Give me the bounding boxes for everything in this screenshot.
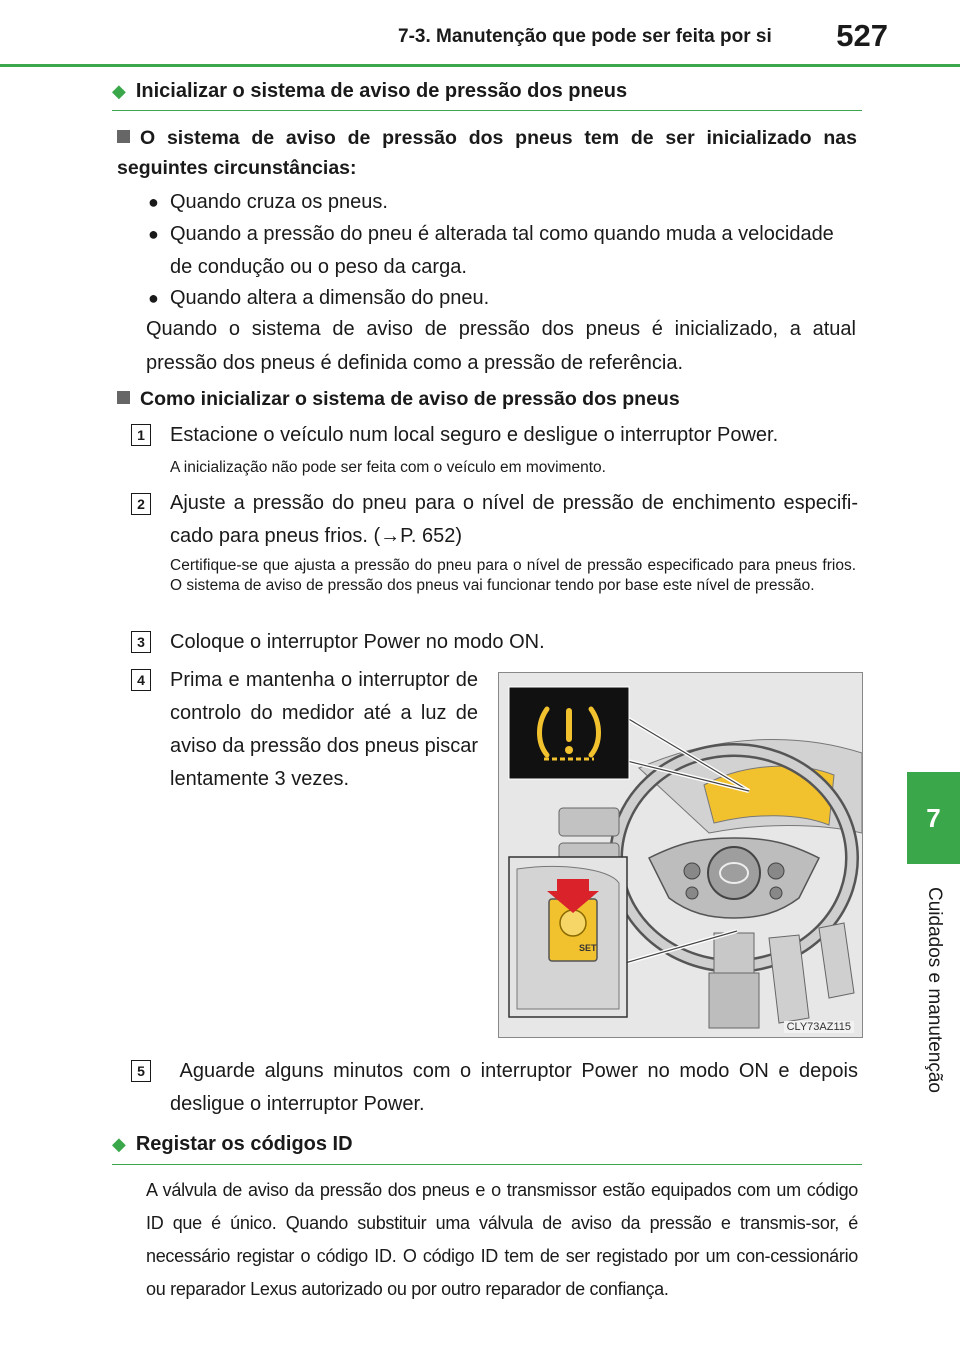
step-text: Estacione o veículo num local seguro e desligue o interruptor Power. xyxy=(170,424,779,446)
step-number: 1 xyxy=(131,424,151,446)
set-button-label: SET xyxy=(579,943,597,953)
subsection-heading-text: O sistema de aviso de pressão dos pneus tem de ser inicializado nas seguintes circunstâncias: xyxy=(117,127,857,179)
subsection-heading xyxy=(117,384,857,414)
subsection-heading xyxy=(117,123,857,183)
subsection-heading-text: Como inicializar o sistema de aviso de pressão dos pneus xyxy=(140,388,680,410)
section-heading xyxy=(112,1133,862,1156)
step-note: Certifique-se que ajusta a pressão do pneu para o nível de pressão especificado para pneus frios. O sistema de aviso de pressão dos pneus vai funcionar tendo por base este nível de pressão. xyxy=(170,557,856,594)
section-divider xyxy=(112,1164,862,1165)
bullet-icon: ● xyxy=(148,192,159,212)
page-number: 527 xyxy=(836,18,888,53)
step-text: Ajuste a pressão do pneu para o nível de pressão de enchimento especifi-cado para pneus frios. (→P. 652) xyxy=(170,492,858,547)
bullet-icon: ● xyxy=(148,224,159,244)
figure-code: CLY73AZ115 xyxy=(784,1021,854,1033)
step-text: Aguarde alguns minutos com o interruptor Power no modo ON e depois desligue o interruptor Power. xyxy=(170,1060,864,1115)
square-bullet-icon xyxy=(117,391,130,404)
step-number: 4 xyxy=(131,669,151,691)
header-divider xyxy=(0,64,960,67)
step-text: Coloque o interruptor Power no modo ON. xyxy=(170,631,545,653)
step-number: 3 xyxy=(131,631,151,653)
section-heading-text: Inicializar o sistema de aviso de pressão dos pneus xyxy=(135,80,628,102)
square-bullet-icon xyxy=(117,130,130,143)
header-section-title: 7-3. Manutenção que pode ser feita por si xyxy=(398,26,772,47)
bullet-item: Quando cruza os pneus. xyxy=(170,191,388,213)
bullet-item: Quando altera a dimensão do pneu. xyxy=(170,287,490,309)
instrument-panel-illustration xyxy=(498,672,863,1038)
bullet-icon: ● xyxy=(148,288,159,308)
step-note: A inicialização não pode ser feita com o veículo em movimento. xyxy=(170,459,606,476)
section-divider xyxy=(112,110,862,111)
chapter-side-label xyxy=(910,880,958,1100)
bullet-item: Quando a pressão do pneu é alterada tal como quando muda a velocidade de condução ou o peso da carga. xyxy=(170,223,834,278)
diamond-icon: ◆ xyxy=(112,1134,126,1154)
chapter-tab: 7 xyxy=(907,772,960,864)
paragraph: Quando o sistema de aviso de pressão dos pneus é inicializado, a atual pressão dos pneus é definida como a pressão de referência. xyxy=(146,318,856,374)
dashboard-drawing xyxy=(499,673,862,1037)
step-number: 5 xyxy=(131,1060,151,1082)
step-number: 2 xyxy=(131,493,151,515)
diamond-icon: ◆ xyxy=(112,81,126,101)
paragraph: A válvula de aviso da pressão dos pneus e o transmissor estão equipados com um código ID que é único. Quando substituir uma válvula de aviso da pressão e transmis-sor, é necessário registar o código ID. O código ID tem de ser registado por um con-cessionário ou reparador Lexus autorizado ou por outro reparador de confiança. xyxy=(146,1180,858,1299)
chapter-title: Cuidados e manutenção xyxy=(924,887,945,1093)
section-heading xyxy=(112,80,862,103)
section-heading-text: Registar os códigos ID xyxy=(135,1133,353,1155)
step-text: Prima e mantenha o interruptor de controlo do medidor até a luz de aviso da pressão dos pneus piscar lentamente 3 vezes. xyxy=(170,669,478,790)
